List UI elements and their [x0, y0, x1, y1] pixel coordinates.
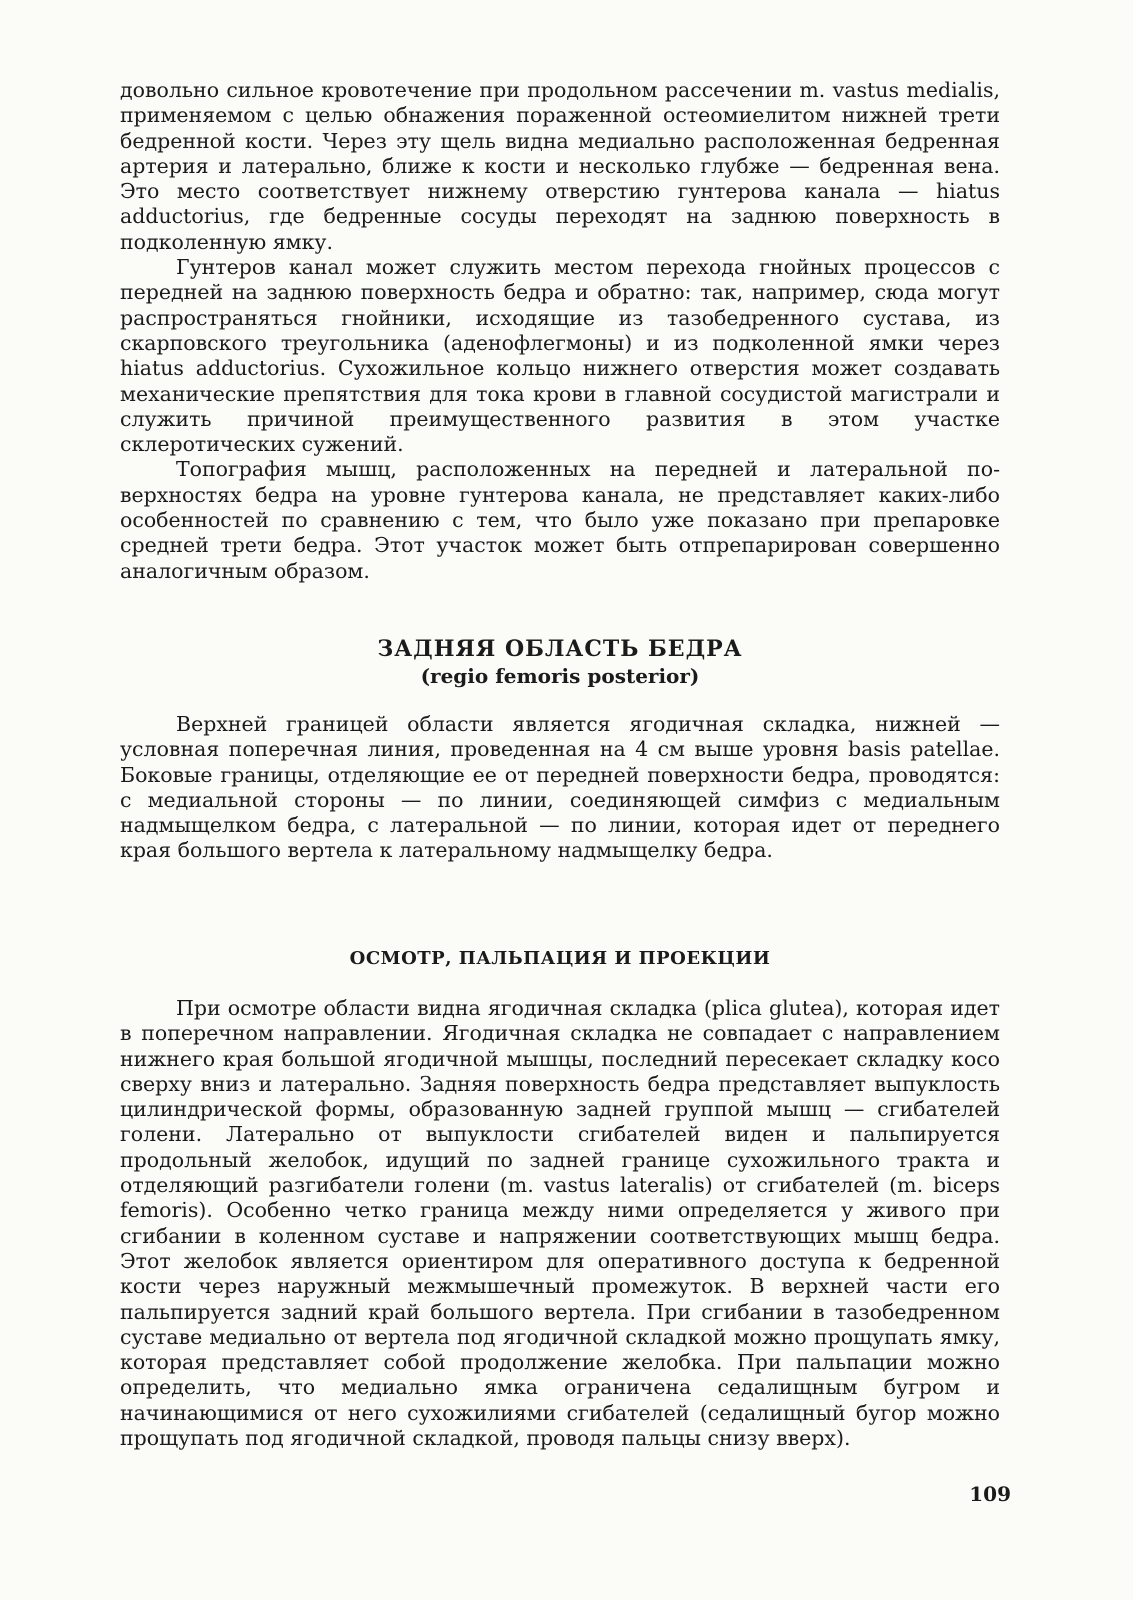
paragraph-inspection: При осмотре области видна ягодичная складка (plica glutea), которая идет в поперечном направлении. Ягодичная складка не совпадает с направлением нижнего края большой ягодичной мышцы, последний пересекает складку косо сверху вниз и латерально. Задняя поверхность бедра представляет выпуклость цилиндрической формы, образованную задней группой мышц — сгибателей голени. Латерально от выпуклости сгибателей виден и пальпируется продольный желобок, идущий по задней границе сухожильного тракта и отделяющий разгибатели голени (m. vastus lateralis) от сгибателей (m. biceps femoris). Особенно четко граница между ними определяется у живого при сгибании в коленном суставе и напряжении соответствующих мышц бедра. Этот желобок является ориентиром для оперативного доступа к бедренной кости через наружный межмышечный промежуток. В верхней части его пальпируется задний край большого вертела. При сгибании в тазобедренном суставе медиально от вертела под ягодичной складкой можно прощупать ямку, которая представляет собой продолжение желобка. При пальпации можно определить, что медиально ямка ограничена седалищным бугром и начинающимися от него сухожилиями сгибателей (седалищный бугор можно прощупать под ягодичной складкой, проводя пальцы снизу вверх).: [120, 996, 1000, 1451]
paragraph-hunter-canal: Гунтеров канал может служить местом перехода гнойных процессов с передней на заднюю поверхность бедра и обратно: так, например, сюда могут распространяться гнойники, исходящие из тазобедренного сустава, из скарповского треугольника (аденофлегмоны) и из подколенной ямки через hiatus adductorius. Сухожильное кольцо нижнего отверстия может создавать механические препятствия для тока крови в главной сосудистой магистрали и служить причиной преимущественного развития в этом участке склеротических сужений.: [120, 255, 1000, 457]
subsection-title: ОСМОТР, ПАЛЬПАЦИЯ И ПРОЕКЦИИ: [349, 948, 771, 969]
page-number: 109: [969, 1482, 1011, 1506]
subsection-text-block: [120, 996, 1000, 1451]
section-title: ЗАДНЯЯ ОБЛАСТЬ БЕДРА: [377, 636, 743, 662]
paragraph-bleeding: довольно сильное кровотечение при продольном рассечении m. vastus medialis, применяемом с целью обнажения пораженной остеомиелитом нижней трети бедренной кости. Через эту щель видна медиально расположенная бедренная артерия и латерально, ближе к кости и несколько глубже — бедренная вена. Это место соответствует нижнему отверстию гунтерова канала — hiatus adductorius, где бедренные сосуды переходят на заднюю поверхность в подколенную ямку.: [120, 78, 1000, 254]
section-text-block: [120, 712, 1000, 864]
top-text-block: [120, 78, 1000, 584]
paragraph-topography: Топография мышц, расположенных на передней и латеральной поверхностях бедра на уровне гунтерова канала, не представляет каких-либо особенностей по сравнению с тем, что было уже показано при препаровке средней трети бедра. Этот участок может быть отпрепарирован совершенно аналогичным образом.: [120, 457, 1000, 583]
section-latin-title: (regio femoris posterior): [420, 664, 700, 688]
paragraph-boundaries: Верхней границей области является ягодичная складка, нижней — условная поперечная линия, проведенная на 4 см выше уровня basis patellae. Боковые границы, отделяющие ее от передней поверхности бедра, проводятся: с медиальной стороны — по линии, соединяющей симфиз с медиальным надмыщелком бедра, с латеральной — по линии, которая идет от переднего края большого вертела к латеральному надмыщелку бедра.: [120, 712, 1000, 863]
